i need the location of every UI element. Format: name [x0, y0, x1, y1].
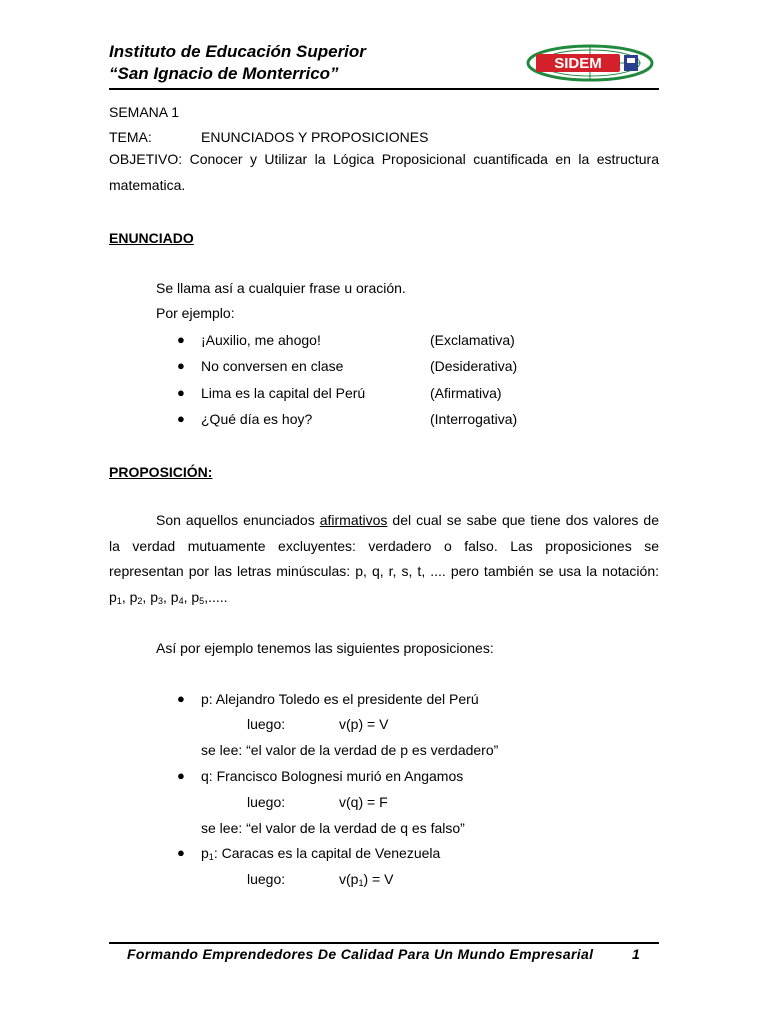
proposition-reading: se lee: “el valor de la verdad de p es verdadero” [201, 742, 499, 758]
truth-value: v(q) = F [339, 794, 388, 810]
bullet-icon: ● [177, 768, 185, 783]
examples-intro: Así por ejemplo tenemos las siguientes proposiciones: [156, 640, 494, 656]
sidem-logo [526, 43, 658, 83]
para-start: Son aquellos enunciados [156, 512, 320, 528]
example-type: (Exclamativa) [430, 332, 515, 348]
objetivo-label: OBJETIVO: [109, 151, 183, 167]
bullet-icon: ● [177, 332, 185, 347]
example-text: Lima es la capital del Perú [201, 385, 366, 401]
para-middle: del cual se sabe que tiene dos valores de la verdad mutuamente excluyentes: verdadero o falso. Las proposiciones se representan por las letras minúsculas: p, q, r, s, t, .... pero también se usa la notación: [109, 512, 660, 579]
header-rule [109, 88, 659, 90]
proposition-statement: $p_1$: Caracas es la capital de Venezuela [201, 845, 441, 862]
proposition-statement: q: Francisco Bolognesi murió en Angamos [201, 768, 464, 784]
example-text: ¿Qué día es hoy? [201, 411, 313, 427]
campus-name: “San Ignacio de Monterrico” [109, 64, 339, 83]
example-text: ¡Auxilio, me ahogo! [201, 332, 321, 348]
luego-label: luego: [247, 716, 286, 732]
truth-value: $v(p_1) = V$ [339, 871, 394, 888]
example-text: No conversen en clase [201, 358, 344, 374]
luego-label: luego: [247, 871, 286, 887]
semana-label: SEMANA 1 [109, 104, 180, 120]
enunciado-definition: Se llama así a cualquier frase u oración. [156, 280, 406, 296]
example-type: (Desiderativa) [430, 358, 518, 374]
proposicion-heading: PROPOSICIÓN: [109, 464, 213, 480]
footer-rule [109, 942, 659, 944]
bullet-icon: ● [177, 691, 185, 706]
para-underlined: afirmativos [319, 512, 388, 528]
bullet-icon: ● [177, 845, 185, 860]
bullet-icon: ● [177, 358, 185, 373]
tema-value: ENUNCIADOS Y PROPOSICIONES [201, 129, 429, 145]
example-type: (Interrogativa) [430, 411, 518, 427]
logo-text: SIDEM [554, 55, 602, 72]
enunciado-example-lead: Por ejemplo: [156, 305, 235, 321]
objetivo-paragraph [109, 147, 659, 198]
bullet-icon: ● [177, 385, 185, 400]
objetivo-value: Conocer y Utilizar la Lógica Proposicional cuantificada en la estructura matematica. [109, 151, 660, 193]
proposicion-paragraph [109, 508, 659, 610]
bullet-icon: ● [177, 411, 185, 426]
tema-label: TEMA: [109, 129, 152, 145]
proposition-reading: se lee: “el valor de la verdad de q es falso” [201, 820, 465, 836]
example-type: (Afirmativa) [430, 385, 502, 401]
enunciado-heading: ENUNCIADO [109, 230, 194, 246]
proposition-statement: p: Alejandro Toledo es el presidente del Perú [201, 691, 479, 707]
luego-label: luego: [247, 794, 286, 810]
truth-value: v(p) = V [339, 716, 389, 732]
institute-name: Instituto de Educación Superior [109, 42, 366, 61]
page-number: 1 [632, 946, 641, 962]
footer-slogan: Formando Emprendedores De Calidad Para Un Mundo Empresarial [127, 946, 594, 962]
notation: $p_1$, $p_2$, $p_3$, $p_4$, $p_5$,..... [109, 588, 228, 606]
